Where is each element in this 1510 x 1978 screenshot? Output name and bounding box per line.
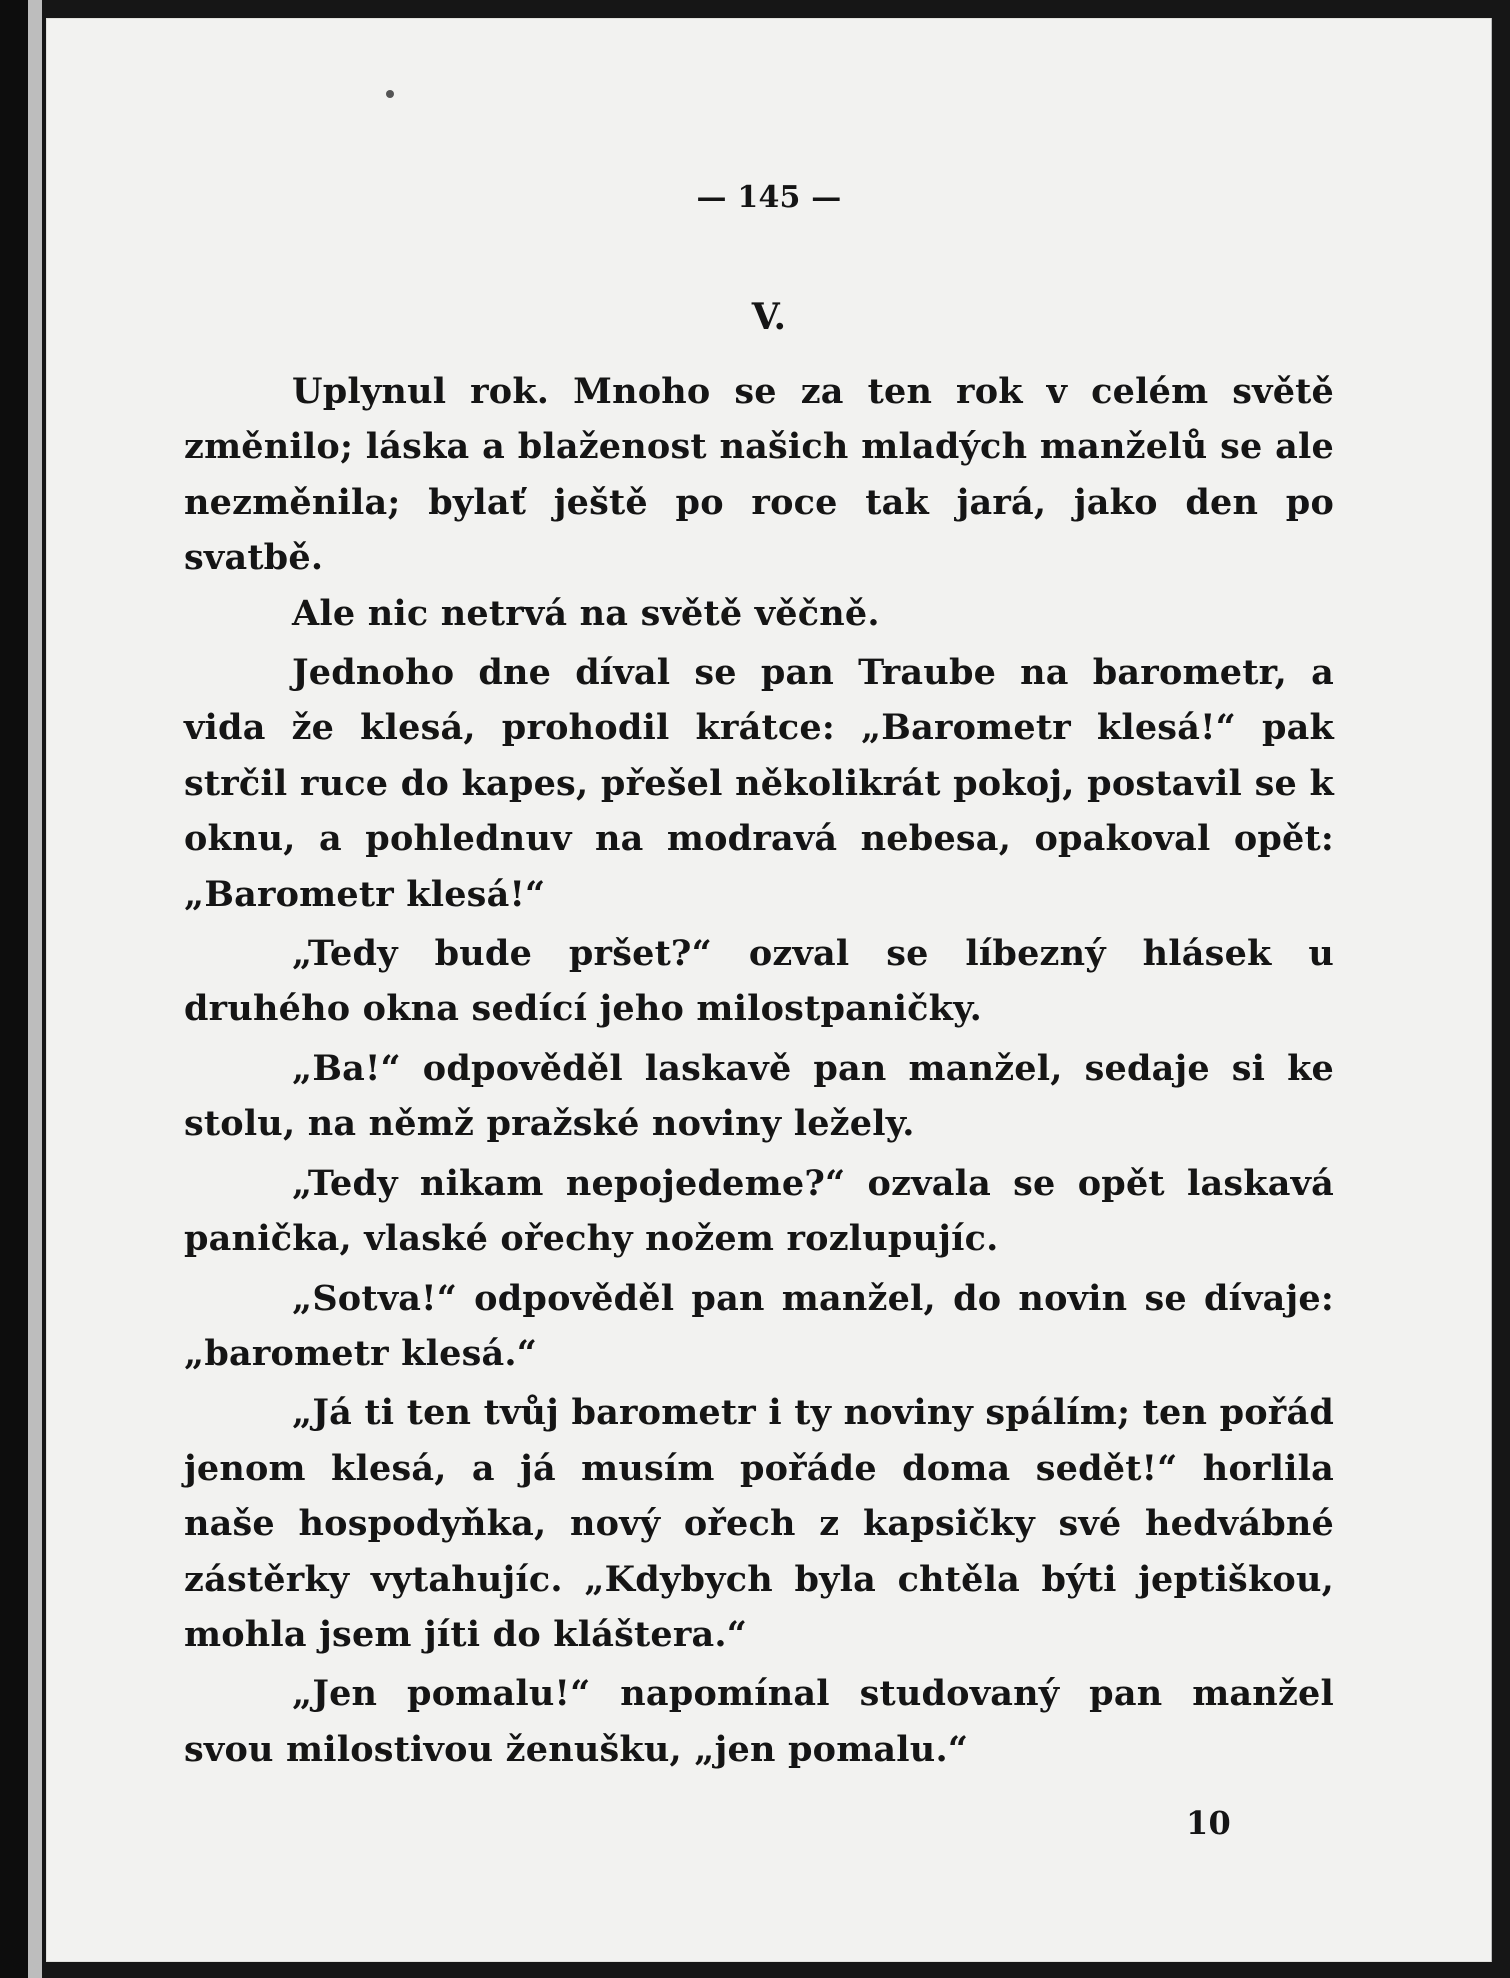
paragraph: Jednoho dne díval se pan Traube na barometr, a vida že klesá, prohodil krátce: „Barometr klesá!“ pak strčil ruce do kapes, přešel několikrát pokoj, postavil se k oknu, a pohlednuv na modravá nebesa, opakoval opět: „Barometr klesá!“	[184, 652, 1334, 915]
paragraph: „Tedy nikam nepojedeme?“ ozvala se opět laskavá panička, vlaské ořechy nožem rozlupujíc.	[184, 1162, 1334, 1260]
paragraph: „Já ti ten tvůj barometr i ty noviny spálím; ten pořád jenom klesá, a já musím pořáde doma sedět!“ horlila naše hospodyňka, nový ořech z kapsičky své hedvábné zástěrky vytahujíc. „Kdybych byla chtěla býti jeptiškou, mohla jsem jíti do kláštera.“	[184, 1392, 1334, 1655]
paragraph: „Jen pomalu!“ napomínal studovaný pan manžel svou milostivou ženušku, „jen pomalu.“	[184, 1673, 1334, 1770]
paragraph: „Ba!“ odpověděl laskavě pan manžel, sedaje si ke stolu, na němž pražské noviny ležely.	[184, 1047, 1334, 1145]
paragraph: „Tedy bude pršet?“ ozval se líbezný hlásek u druhého okna sedící jeho milostpaničky.	[184, 933, 1334, 1030]
signature-mark: 10	[1186, 1804, 1231, 1842]
paragraph: Uplynul rok. Mnoho se za ten rok v celém světě změnilo; láska a blaženost našich mladých manželů se ale nezměnila; bylať ještě po roce tak jará, jako den po svatbě.	[184, 371, 1334, 579]
page-body	[184, 364, 1334, 1781]
book-page	[46, 18, 1492, 1962]
facing-page-edge	[28, 0, 42, 1978]
page-number: — 145 —	[696, 180, 842, 215]
chapter-heading: V.	[751, 296, 787, 338]
ink-speck	[386, 90, 394, 98]
paragraph: Ale nic netrvá na světě věčně.	[292, 592, 880, 634]
paragraph: „Sotva!“ odpověděl pan manžel, do novin se dívaje: „barometr klesá.“	[184, 1277, 1334, 1374]
scan-edge	[0, 0, 28, 1978]
